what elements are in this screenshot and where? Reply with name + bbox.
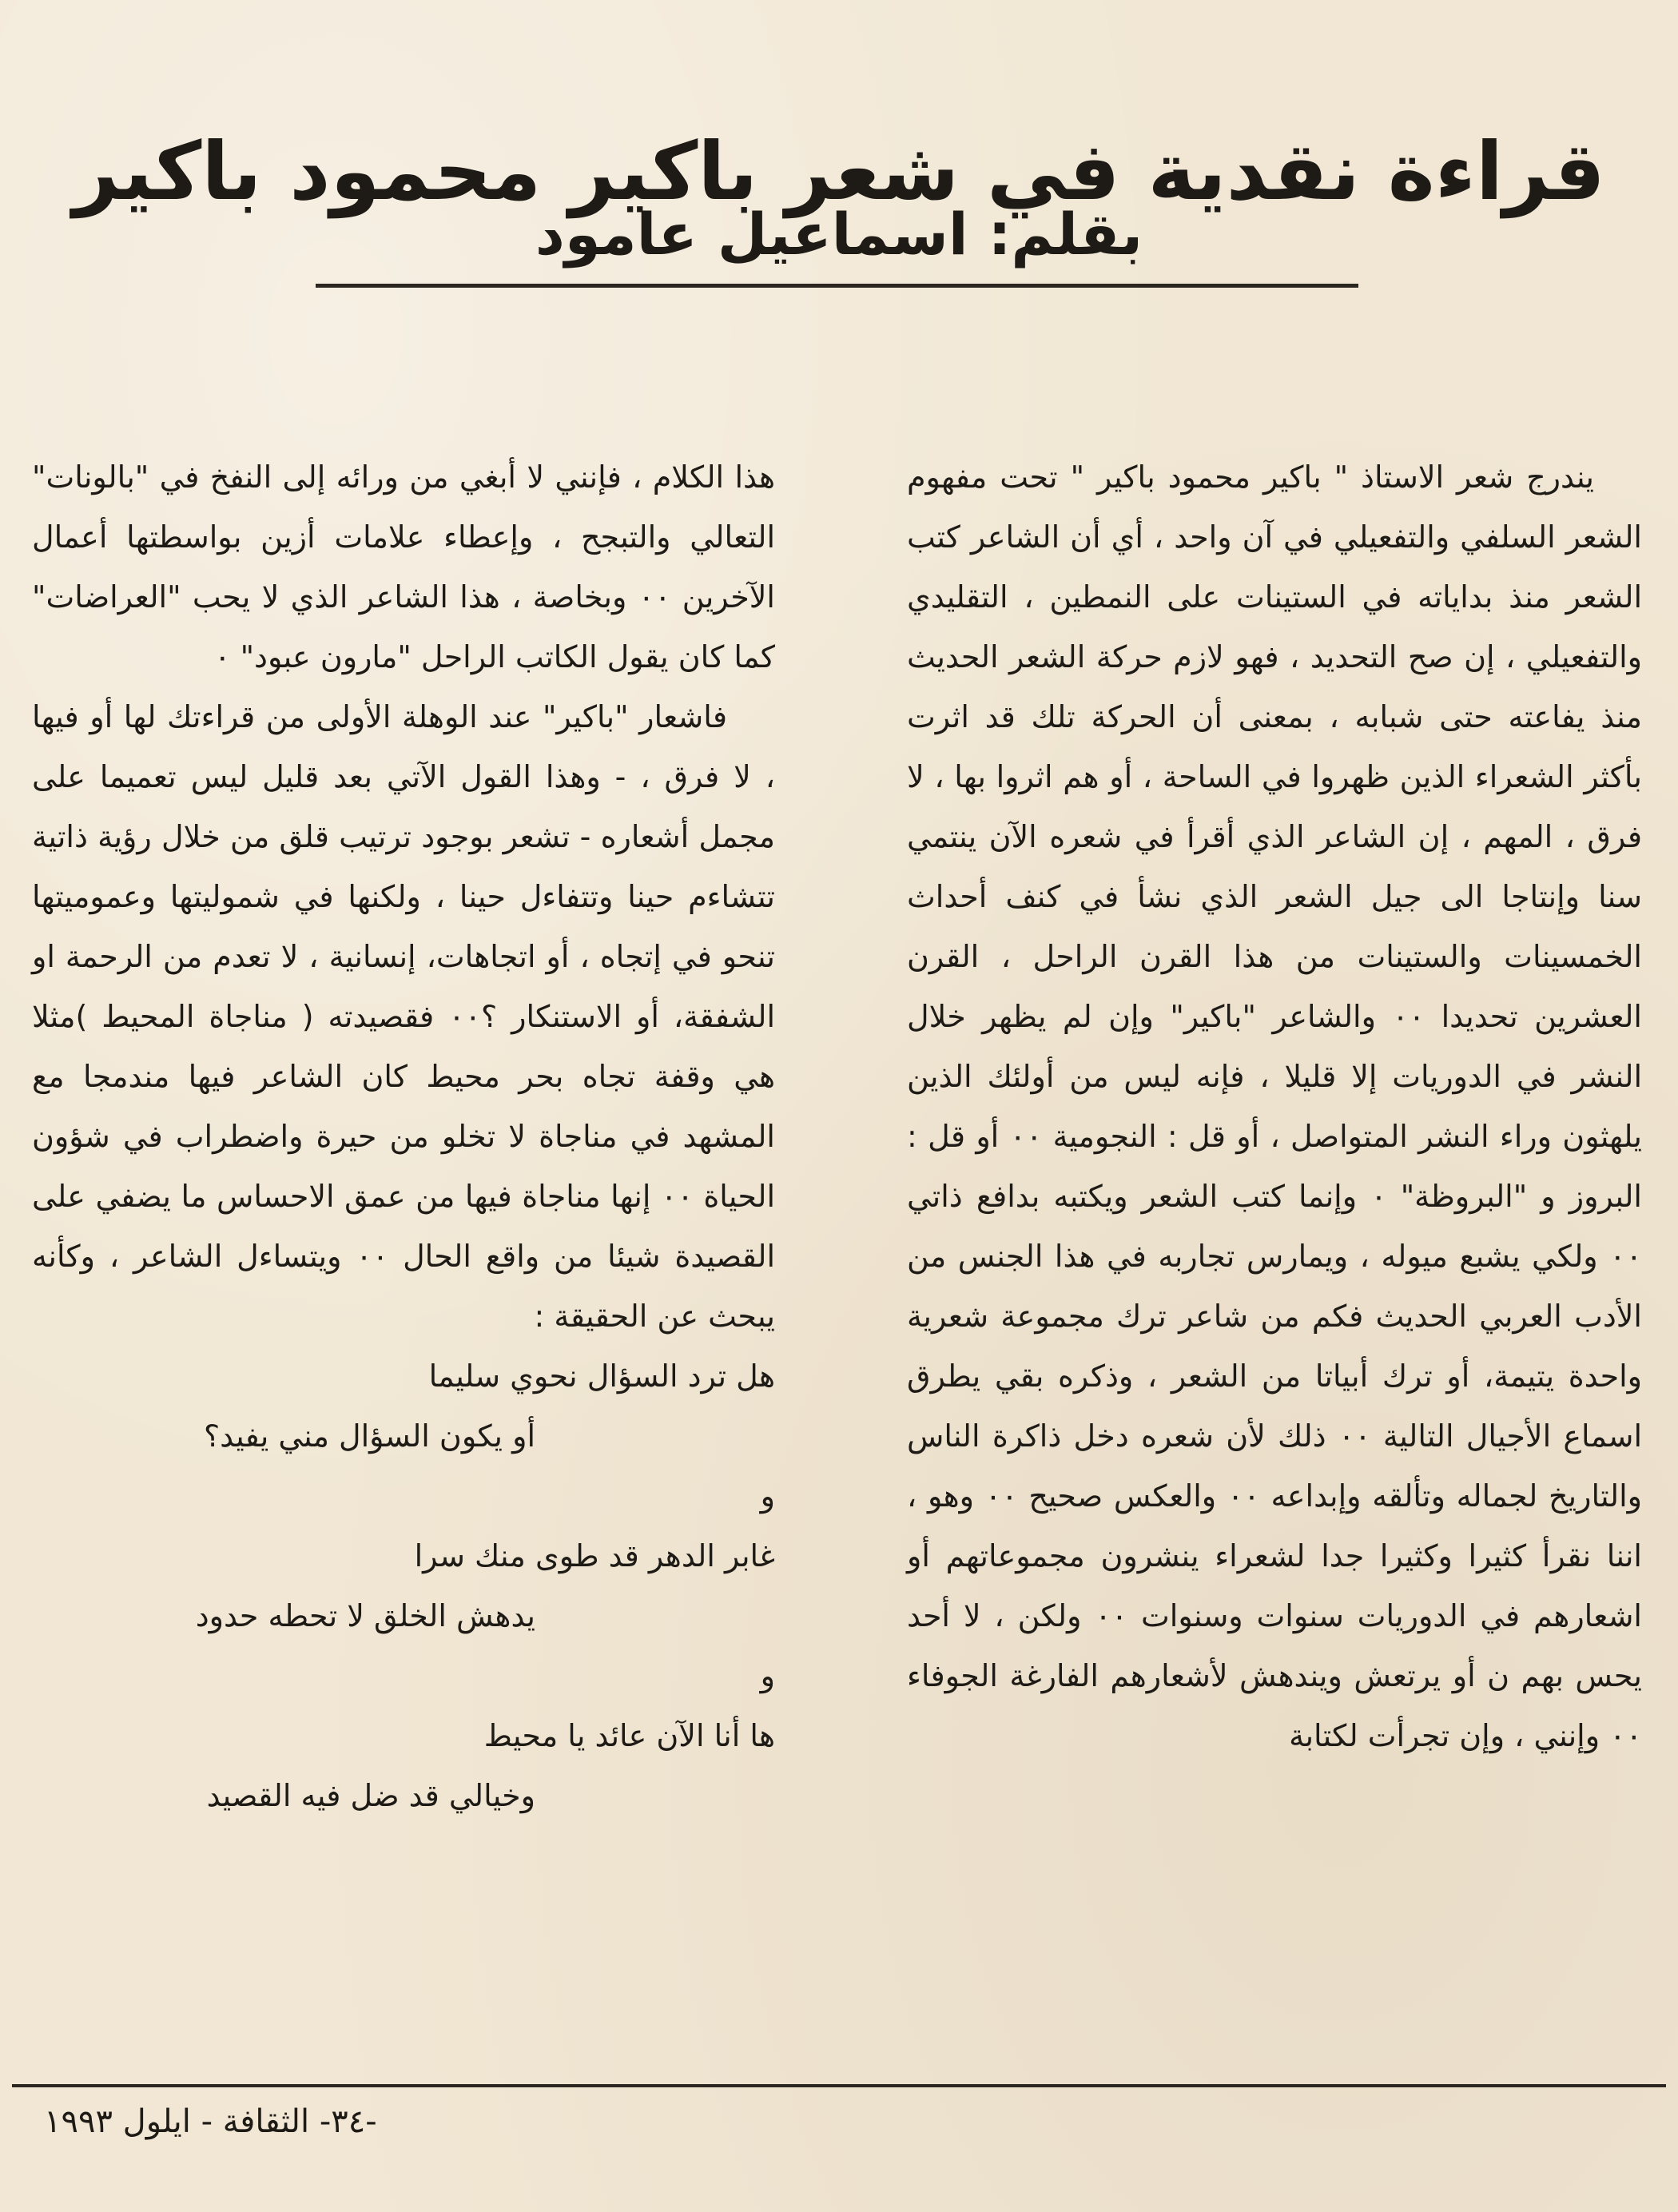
verse-conjunction: و [760, 1478, 775, 1514]
verse-line: غابر الدهر قد طوى منك سرا [414, 1538, 775, 1573]
verse-line: أو يكون السؤال مني يفيد؟ [203, 1418, 535, 1454]
paragraph: فاشعار "باكير" عند الوهلة الأولى من قراءتك لها أو فيها ، لا فرق ، - وهذا القول الآتي بعد قليل ليس تعميما على مجمل أشعاره - تشعر بوجود ترتيب قلق من خلال رؤية ذاتية تتشاءم حينا وتتفاءل حينا ، ولكنها في شموليتها وعموميتها تنحو في إتجاه ، أو اتجاهات، إنسانية ، لا تعدم من الرحمة او الشفقة، أو الاستنكار ؟٠٠ فقصيدته ( مناجاة المحيط )مثلا هي وقفة تجاه بحر محيط كان الشاعر فيها مندمجا مع المشهد في مناجاة لا تخلو من حيرة واضطراب في شؤون الحياة ٠٠ إنها مناجاة فيها من عمق الاحساس ما يضفي على القصيدة شيئا من واقع الحال ٠٠ ويتساءل الشاعر ، وكأنه يبحث عن الحقيقة : [32, 699, 776, 1334]
verse-line: ها أنا الآن عائد يا محيط [483, 1718, 775, 1753]
paragraph: هذا الكلام ، فإنني لا أبغي من ورائه إلى النفخ في "بالونات" التعالي والتبجح ، وإعطاء علامات أزين بواسطتها أعمال الآخرين ٠٠ وبخاصة ، هذا الشاعر الذي لا يحب "العراضات" كما كان يقول الكاتب الراحل "مارون عبود" ٠ [32, 460, 775, 674]
verse-conjunction: و [760, 1658, 775, 1693]
verse-line: هل ترد السؤال نحوي سليما [428, 1359, 775, 1394]
page-number: -٣٤- [319, 2103, 377, 2140]
header-divider [316, 284, 1358, 288]
author-byline: بقلم: اسماعيل عامود [535, 201, 1143, 268]
article-column-right [907, 448, 1642, 1766]
verse-line: وخيالي قد ضل فيه القصيد [206, 1778, 535, 1813]
issue-date: ايلول ١٩٩٣ [44, 2103, 191, 2140]
paragraph: يندرج شعر الاستاذ " باكير محمود باكير " تحت مفهوم الشعر السلفي والتفعيلي في آن واحد ، أي أن الشاعر كتب الشعر منذ بداياته في الستينات على النمطين ، التقليدي والتفعيلي ، إن صح التحديد ، فهو لازم حركة الشعر الحديث منذ يفاعته حتى شبابه ، بمعنى أن الحركة تلك قد اثرت بأكثر الشعراء الذين ظهروا في الساحة ، أو هم اثروا بها ، لا فرق ، المهم ، إن الشاعر الذي أقرأ في شعره الآن ينتمي سنا وإنتاجا الى جيل الشعر الذي نشأ في كنف أحداث الخمسينات والستينات من هذا القرن الراحل ، القرن العشرين تحديدا ٠٠ والشاعر "باكير" وإن لم يظهر خلال النشر في الدوريات إلا قليلا ، فإنه ليس من أولئك الذين يلهثون وراء النشر المتواصل ، أو قل : النجومية ٠٠ أو قل : البروز و "البروظة" ٠ وإنما كتب الشعر ويكتبه بدافع ذاتي ٠٠ ولكي يشبع ميوله ، ويمارس تجاربه في هذا الجنس من الأدب العربي الحديث فكم من شاعر ترك مجموعة شعرية واحدة يتيمة، أو ترك أبياتا من الشعر ، وذكره بقي يطرق اسماع الأجيال التالية ٠٠ ذلك لأن شعره دخل ذاكرة الناس والتاريخ لجماله وتألقه وإبداعه ٠٠ والعكس صحيح ٠٠ وهو ، اننا نقرأ كثيرا وكثيرا جدا لشعراء ينشرون مجموعاتهم أو اشعارهم في الدوريات سنوات وسنوات ٠٠ ولكن ، لا أحد يحس بهم ن أو يرتعش ويندهش لأشعارهم الفارغة الجوفاء ٠٠ وإنني ، وإن تجرأت لكتابة [907, 460, 1643, 1753]
footer-divider [12, 2084, 1666, 2087]
footer-separator: - [201, 2103, 213, 2140]
page-footer [44, 2098, 1562, 2146]
article-title: قراءة نقدية في شعر باكير محمود باكير [73, 125, 1605, 218]
verse-line: يدهش الخلق لا تحطه حدود [195, 1598, 535, 1633]
article-column-left [32, 448, 775, 1826]
magazine-name: الثقافة [222, 2103, 310, 2140]
